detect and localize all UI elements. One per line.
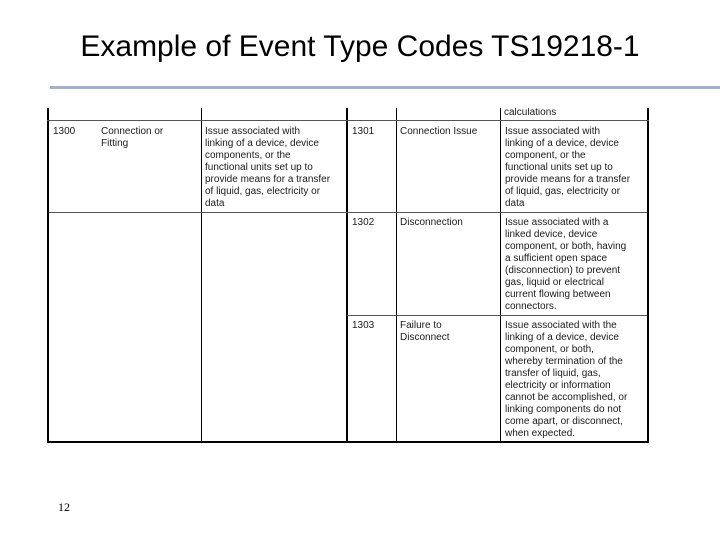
- row-divider: [49, 212, 647, 213]
- parent-definition-cell: Issue associated with linking of a device, device components, or the functional units set up to provide means for a transfer of liquid, gas, electricity or data: [205, 126, 331, 209]
- row-divider: [347, 315, 647, 316]
- table-cell-fragment: calculations: [504, 108, 557, 118]
- child-code-cell: 1301: [352, 126, 375, 137]
- page-number: 12: [58, 500, 70, 514]
- child-code-cell: 1303: [352, 320, 375, 331]
- table-border-left: [47, 108, 49, 443]
- child-term-cell: Failure to Disconnect: [400, 320, 450, 343]
- event-type-codes-table: [47, 108, 649, 443]
- column-divider: [396, 108, 397, 443]
- table-border-bottom: [47, 441, 649, 443]
- slide-title: Example of Event Type Codes TS19218-1: [80, 30, 640, 63]
- child-term-cell: Disconnection: [400, 217, 463, 228]
- table-border-right: [647, 108, 649, 443]
- parent-term-cell: Connection or Fitting: [101, 126, 164, 149]
- child-term-cell: Connection Issue: [400, 126, 478, 137]
- child-code-cell: 1302: [352, 217, 375, 228]
- column-divider: [201, 108, 202, 443]
- column-divider: [346, 108, 348, 443]
- row-divider: [47, 120, 649, 121]
- child-definition-cell: Issue associated with a linked device, device component, or both, having a sufficient open space (disconnection) to prevent gas, liquid or electrical current flowing between connectors.: [505, 217, 627, 312]
- child-definition-cell: Issue associated with linking of a device, device component, or the functional units set up to provide means for a transfer of liquid, gas, electricity or data: [505, 126, 631, 209]
- child-definition-cell: Issue associated with the linking of a device, device component, or both, whereby termination of the transfer of liquid, gas, electricity or information cannot be accomplished, or linking components do not come apart, or disconnect, when expected.: [505, 320, 628, 439]
- title-divider: [50, 86, 720, 89]
- parent-code-cell: 1300: [53, 126, 76, 137]
- column-divider: [500, 108, 501, 443]
